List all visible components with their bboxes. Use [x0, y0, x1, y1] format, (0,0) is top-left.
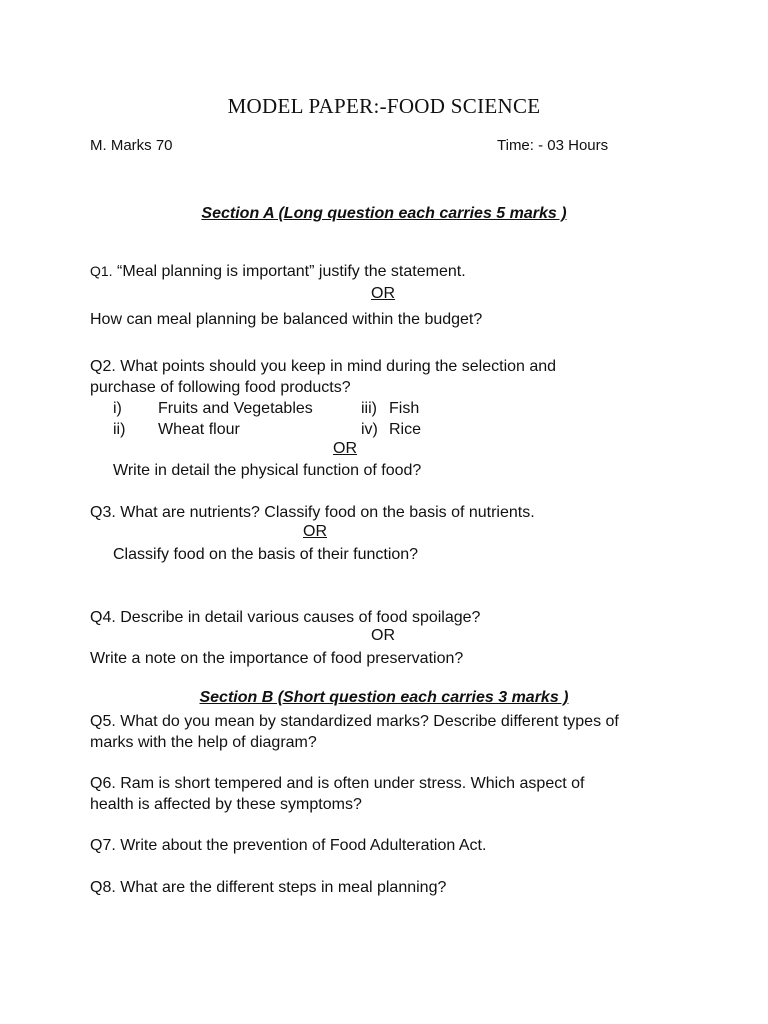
- q2-item-number: i): [113, 400, 122, 417]
- question-1-text: “Meal planning is important” justify the statement.: [117, 263, 466, 280]
- question-2-line-1: Q2. What points should you keep in mind during the selection and: [90, 358, 557, 375]
- q2-item-label: Rice: [389, 421, 422, 438]
- question-8: Q8. What are the different steps in meal planning?: [90, 879, 447, 896]
- question-3: Q3. What are nutrients? Classify food on the basis of nutrients.: [90, 504, 535, 521]
- q1-or: OR: [371, 285, 395, 302]
- question-5-line-1: Q5. What do you mean by standardized marks? Describe different types of: [90, 713, 619, 730]
- time-allowed: Time: - 03 Hours: [497, 137, 609, 154]
- question-1-alternative: How can meal planning be balanced within the budget?: [90, 311, 483, 328]
- max-marks: M. Marks 70: [90, 137, 173, 154]
- q2-or: OR: [333, 440, 357, 457]
- q4-or: OR: [371, 627, 395, 644]
- question-1-number: Q1.: [90, 263, 113, 279]
- q2-item-label: Fish: [389, 400, 420, 417]
- question-4-alternative: Write a note on the importance of food preservation?: [90, 650, 464, 667]
- q2-item-number: iv): [361, 421, 378, 438]
- question-1: [90, 261, 466, 282]
- question-4: Q4. Describe in detail various causes of food spoilage?: [90, 609, 481, 626]
- section-a-heading: Section A (Long question each carries 5 marks ): [201, 205, 567, 222]
- page-title: MODEL PAPER:-FOOD SCIENCE: [227, 94, 541, 118]
- q2-item-number: iii): [361, 400, 377, 417]
- q2-item-label: Wheat flour: [158, 421, 240, 438]
- q3-or: OR: [303, 523, 327, 540]
- question-6-line-1: Q6. Ram is short tempered and is often under stress. Which aspect of: [90, 775, 585, 792]
- section-b-heading: Section B (Short question each carries 3 marks ): [199, 689, 569, 706]
- question-2-line-2: purchase of following food products?: [90, 379, 351, 396]
- question-6-line-2: health is affected by these symptoms?: [90, 796, 362, 813]
- question-2-alternative: Write in detail the physical function of food?: [113, 462, 422, 479]
- question-5-line-2: marks with the help of diagram?: [90, 734, 317, 751]
- question-7: Q7. Write about the prevention of Food Adulteration Act.: [90, 837, 487, 854]
- question-3-alternative: Classify food on the basis of their function?: [113, 546, 419, 563]
- q2-item-number: ii): [113, 421, 126, 438]
- q2-item-label: Fruits and Vegetables: [158, 400, 313, 417]
